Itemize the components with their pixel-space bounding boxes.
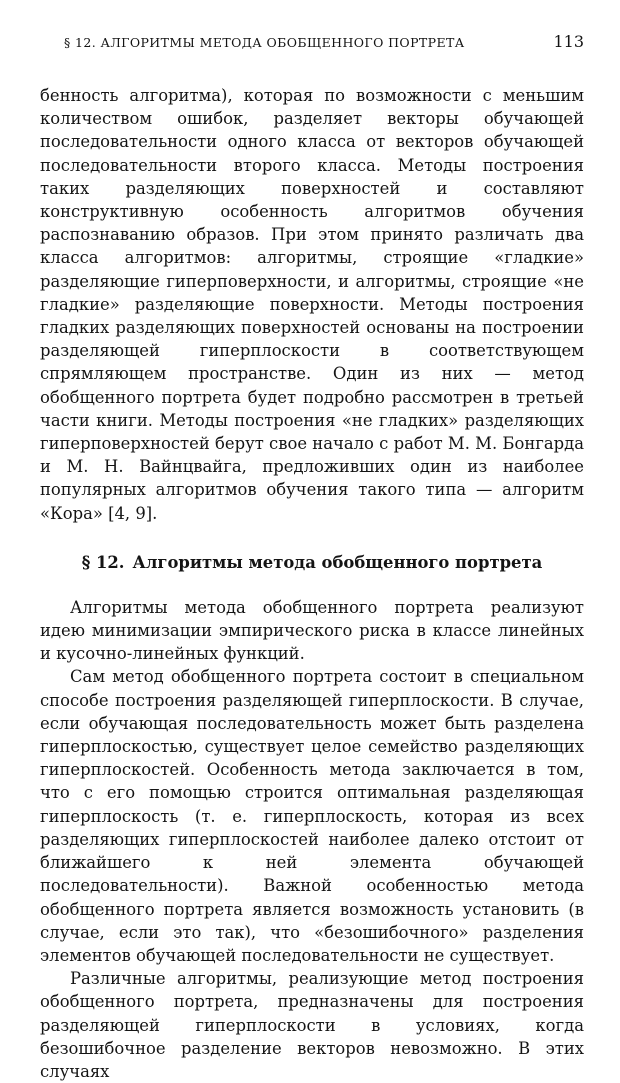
paragraph: Алгоритмы метода обобщенного портрета реализуют идею минимизации эмпирического риска в классе линейных и кусочно-линейных функций.	[40, 597, 584, 664]
running-header	[64, 32, 584, 52]
running-title: § 12. АЛГОРИТМЫ МЕТОДА ОБОБЩЕННОГО ПОРТРЕТА	[64, 35, 465, 50]
section-title: Алгоритмы метода обобщенного портрета	[132, 552, 543, 572]
paragraph-continued: бенность алгоритма), которая по возможности с меньшим количеством ошибок, разделяет векторы обучающей последовательности одного класса от векторов обучающей последовательности второго класса. Методы построения таких разделяющих поверхностей и составляют конструктивную особенность алгоритмов обучения распознаванию образов. При этом принято различать два класса алгоритмов: алгоритмы, строящие «гладкие» разделяющие гиперповерхности, и алгоритмы, строящие «не гладкие» разделяющие поверхности. Методы построения гладких разделяющих поверхностей основаны на построении разделяющей гиперплоскости в соответствующем спрямляющем пространстве. Один из них — метод обобщенного портрета будет подробно рассмотрен в третьей части книги. Методы построения «не гладких» разделяющих гиперповерхностей берут свое начало с работ М. М. Бонгарда и М. Н. Вайнцвайга, предложивших один из наиболее популярных алгоритмов обучения такого типа — алгоритм «Кора» [4, 9].	[40, 86, 584, 523]
section-heading	[40, 552, 584, 574]
paragraph: Сам метод обобщенного портрета состоит в специальном способе построения разделяющей гиперплоскости. В случае, если обучающая последовательность может быть разделена гиперплоскостью, существует целое семейство разделяющих гиперплоскостей. Особенность метода заключается в том, что с его помощью строится оптимальная разделяющая гиперплоскость (т. е. гиперплоскость, которая из всех разделяющих гиперплоскостей наиболее далеко отстоит от ближайшего к ней элемента обучающей последовательности). Важной особенностью метода обобщенного портрета является возможность установить (в случае, если это так), что «безошибочного» разделения элементов обучающей последовательности не существует.	[40, 667, 584, 965]
section-number: § 12.	[81, 552, 125, 572]
paragraph: Различные алгоритмы, реализующие метод построения обобщенного портрета, предназначены для построения разделяющей гиперплоскости в условиях, когда безошибочное разделение векторов невозможно. В этих случаях	[40, 969, 584, 1081]
page-body	[40, 84, 584, 1083]
page-number: 113	[553, 32, 584, 51]
